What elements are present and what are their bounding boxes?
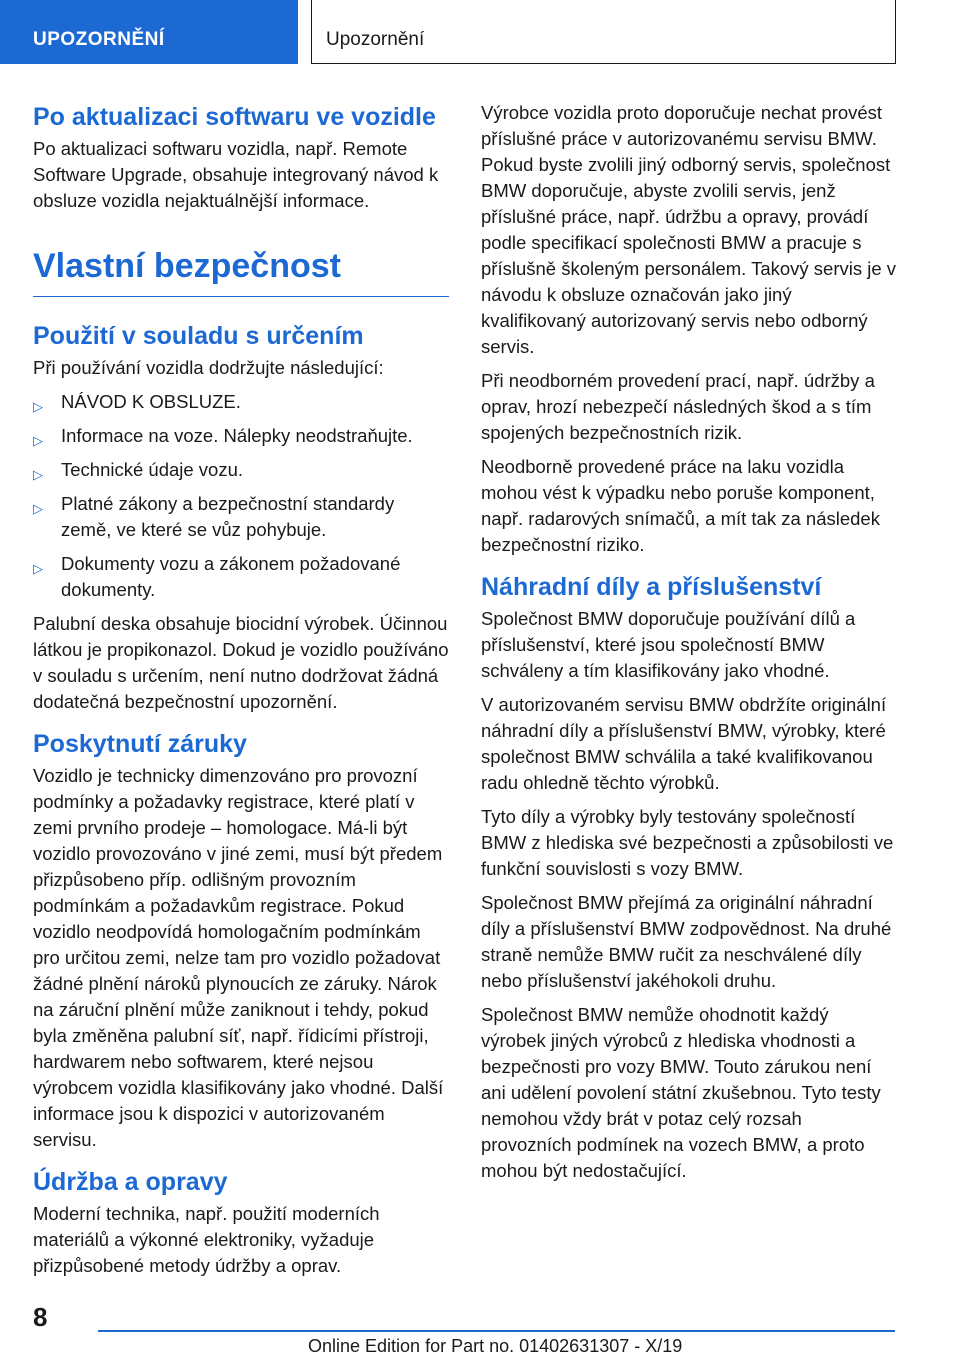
- list-item: [33, 551, 449, 603]
- paragraph-manufacturer-recommendation: Výrobce vozidla proto doporučuje nechat provést příslušné práce v autorizovanému servisu BMW. Pokud byste zvolili jiný odborný servis, společnost BMW doporučuje, abyste zvolili servis, jenž příslušné práce, např. údržbu a opravy, provádí podle specifikací společnosti BMW a pracuje s příslušně školeným personálem. Takový servis je v návodu k obsluze označován jako jiný kvalifikovaný autorizovaný servis nebo odborný servis.: [481, 102, 897, 357]
- footer-divider: [98, 1330, 895, 1332]
- list-item-text: NÁVOD K OBSLUZE.: [61, 391, 241, 412]
- footer-edition: Online Edition for Part no. 01402631307 - X/19: [308, 1336, 683, 1356]
- section-tab: [0, 0, 298, 64]
- list-item-text: Informace na voze. Nálepky neodstraňujte.: [61, 425, 413, 446]
- list-item-text: Platné zákony a bezpečnostní standardy země, ve které se vůz pohybuje.: [61, 493, 395, 540]
- heading-warranty: Poskytnutí záruky: [33, 730, 247, 758]
- paragraph-software-update: Po aktualizaci softwaru vozidla, např. Remote Software Upgrade, obsahuje integrovaný návod k obsluze vozidla nejaktuálnější informace.: [33, 138, 439, 211]
- paragraph-parts-4: Společnost BMW přejímá za originální náhradní díly a příslušenství BMW zodpovědnost. Na druhé straně nemůže BMW ručit za neschválené díly nebo příslušenství jakéhokoli druhu.: [481, 892, 892, 991]
- triangle-right-outline-icon: ▷: [33, 561, 43, 576]
- usage-list: [33, 389, 449, 603]
- heading-software-update: Po aktualizaci softwaru ve vozidle: [33, 103, 436, 131]
- paragraph-maintenance: Moderní technika, např. použití moderních materiálů a výkonné elektroniky, vyžaduje přizpůsobené metody údržby a oprav.: [33, 1203, 380, 1276]
- paragraph-parts-1: Společnost BMW doporučuje používání dílů a příslušenství, které jsou společností BMW schváleny a tím klasifikovány jako vhodné.: [481, 608, 856, 681]
- section-title: Upozornění: [326, 29, 425, 50]
- heading-parts-accessories: Náhradní díly a příslušenství: [481, 573, 822, 601]
- paragraph-biocide: Palubní deska obsahuje biocidní výrobek. Účinnou látkou je propikonazol. Dokud je vozidlo používáno v souladu s určením, není nutno dodržovat žádná dodatečná bezpečnostní upozornění.: [33, 613, 449, 712]
- triangle-right-outline-icon: ▷: [33, 467, 43, 482]
- list-item: [33, 423, 449, 449]
- list-item: [33, 389, 449, 415]
- paragraph-paint-work: Neodborně provedené práce na laku vozidla mohou vést k výpadku nebo poruše komponent, např. radarových snímačů, a mít tak za následek bezpečnostní riziko.: [481, 456, 880, 555]
- paragraph-parts-5: Společnost BMW nemůže ohodnotit každý výrobek jiných výrobců z hlediska vhodnosti a bezpečnosti pro vozy BMW. Touto zárukou není ani udělení povolení státní zkušebnou. Tyto testy nemohou vždy brát v potaz celý rozsah provozních podmínek na vozech BMW, a proto mohou být nedostačující.: [481, 1004, 881, 1181]
- triangle-right-outline-icon: ▷: [33, 433, 43, 448]
- section-header: [311, 0, 896, 64]
- paragraph-parts-3: Tyto díly a výrobky byly testovány společností BMW z hlediska své bezpečnosti a způsobilosti ve funkční souvislosti s vozy BMW.: [481, 806, 894, 879]
- left-column: [33, 100, 449, 1287]
- list-item-text: Technické údaje vozu.: [61, 459, 244, 480]
- chapter-title: Vlastní bezpečnost: [33, 222, 449, 297]
- right-column: [481, 100, 897, 1192]
- paragraph-warranty: Vozidlo je technicky dimenzováno pro provozní podmínky a požadavky registrace, které platí v zemi prvního prodeje – homologace. Má-li být vozidlo provozováno v jiné zemi, musí být předem přizpůsobeno příp. odlišným provozním podmínkám a požadavkům registrace. Pokud vozidlo neodpovídá homologačním podmínkám pro určitou zemi, nelze tam pro vozidlo požadovat žádné plnění nároků plynoucích ze záruky. Nárok na záruční plnění může zaniknout i tehdy, pokud byla změněna palubní síť, např. řídicími přístroji, hardwarem nebo softwarem, které nejsou výrobcem vozidla klasifikovány jako vhodné. Další informace jsou k dispozici v autorizovaném servisu.: [33, 765, 444, 1150]
- page-number: 8: [33, 1302, 48, 1332]
- heading-maintenance: Údržba a opravy: [33, 1168, 228, 1196]
- paragraph-improper-work: Při neodborném provedení prací, např. údržby a oprav, hrozí nebezpečí následných škod a s tím spojených bezpečnostních rizik.: [481, 370, 875, 443]
- paragraph-intended-use-intro: Při používání vozidla dodržujte následující:: [33, 357, 384, 378]
- section-tab-label: UPOZORNĚNÍ: [33, 29, 165, 50]
- triangle-right-outline-icon: ▷: [33, 501, 43, 516]
- list-item: [33, 491, 449, 543]
- list-item: [33, 457, 449, 483]
- list-item-text: Dokumenty vozu a zákonem požadované dokumenty.: [61, 553, 401, 600]
- triangle-right-outline-icon: ▷: [33, 399, 43, 414]
- paragraph-parts-2: V autorizovaném servisu BMW obdržíte originální náhradní díly a příslušenství BMW, výrobky, které společnost BMW schválila a také kvalifikovanou radu ohledně těchto výrobků.: [481, 694, 887, 793]
- heading-intended-use: Použití v souladu s určením: [33, 322, 364, 350]
